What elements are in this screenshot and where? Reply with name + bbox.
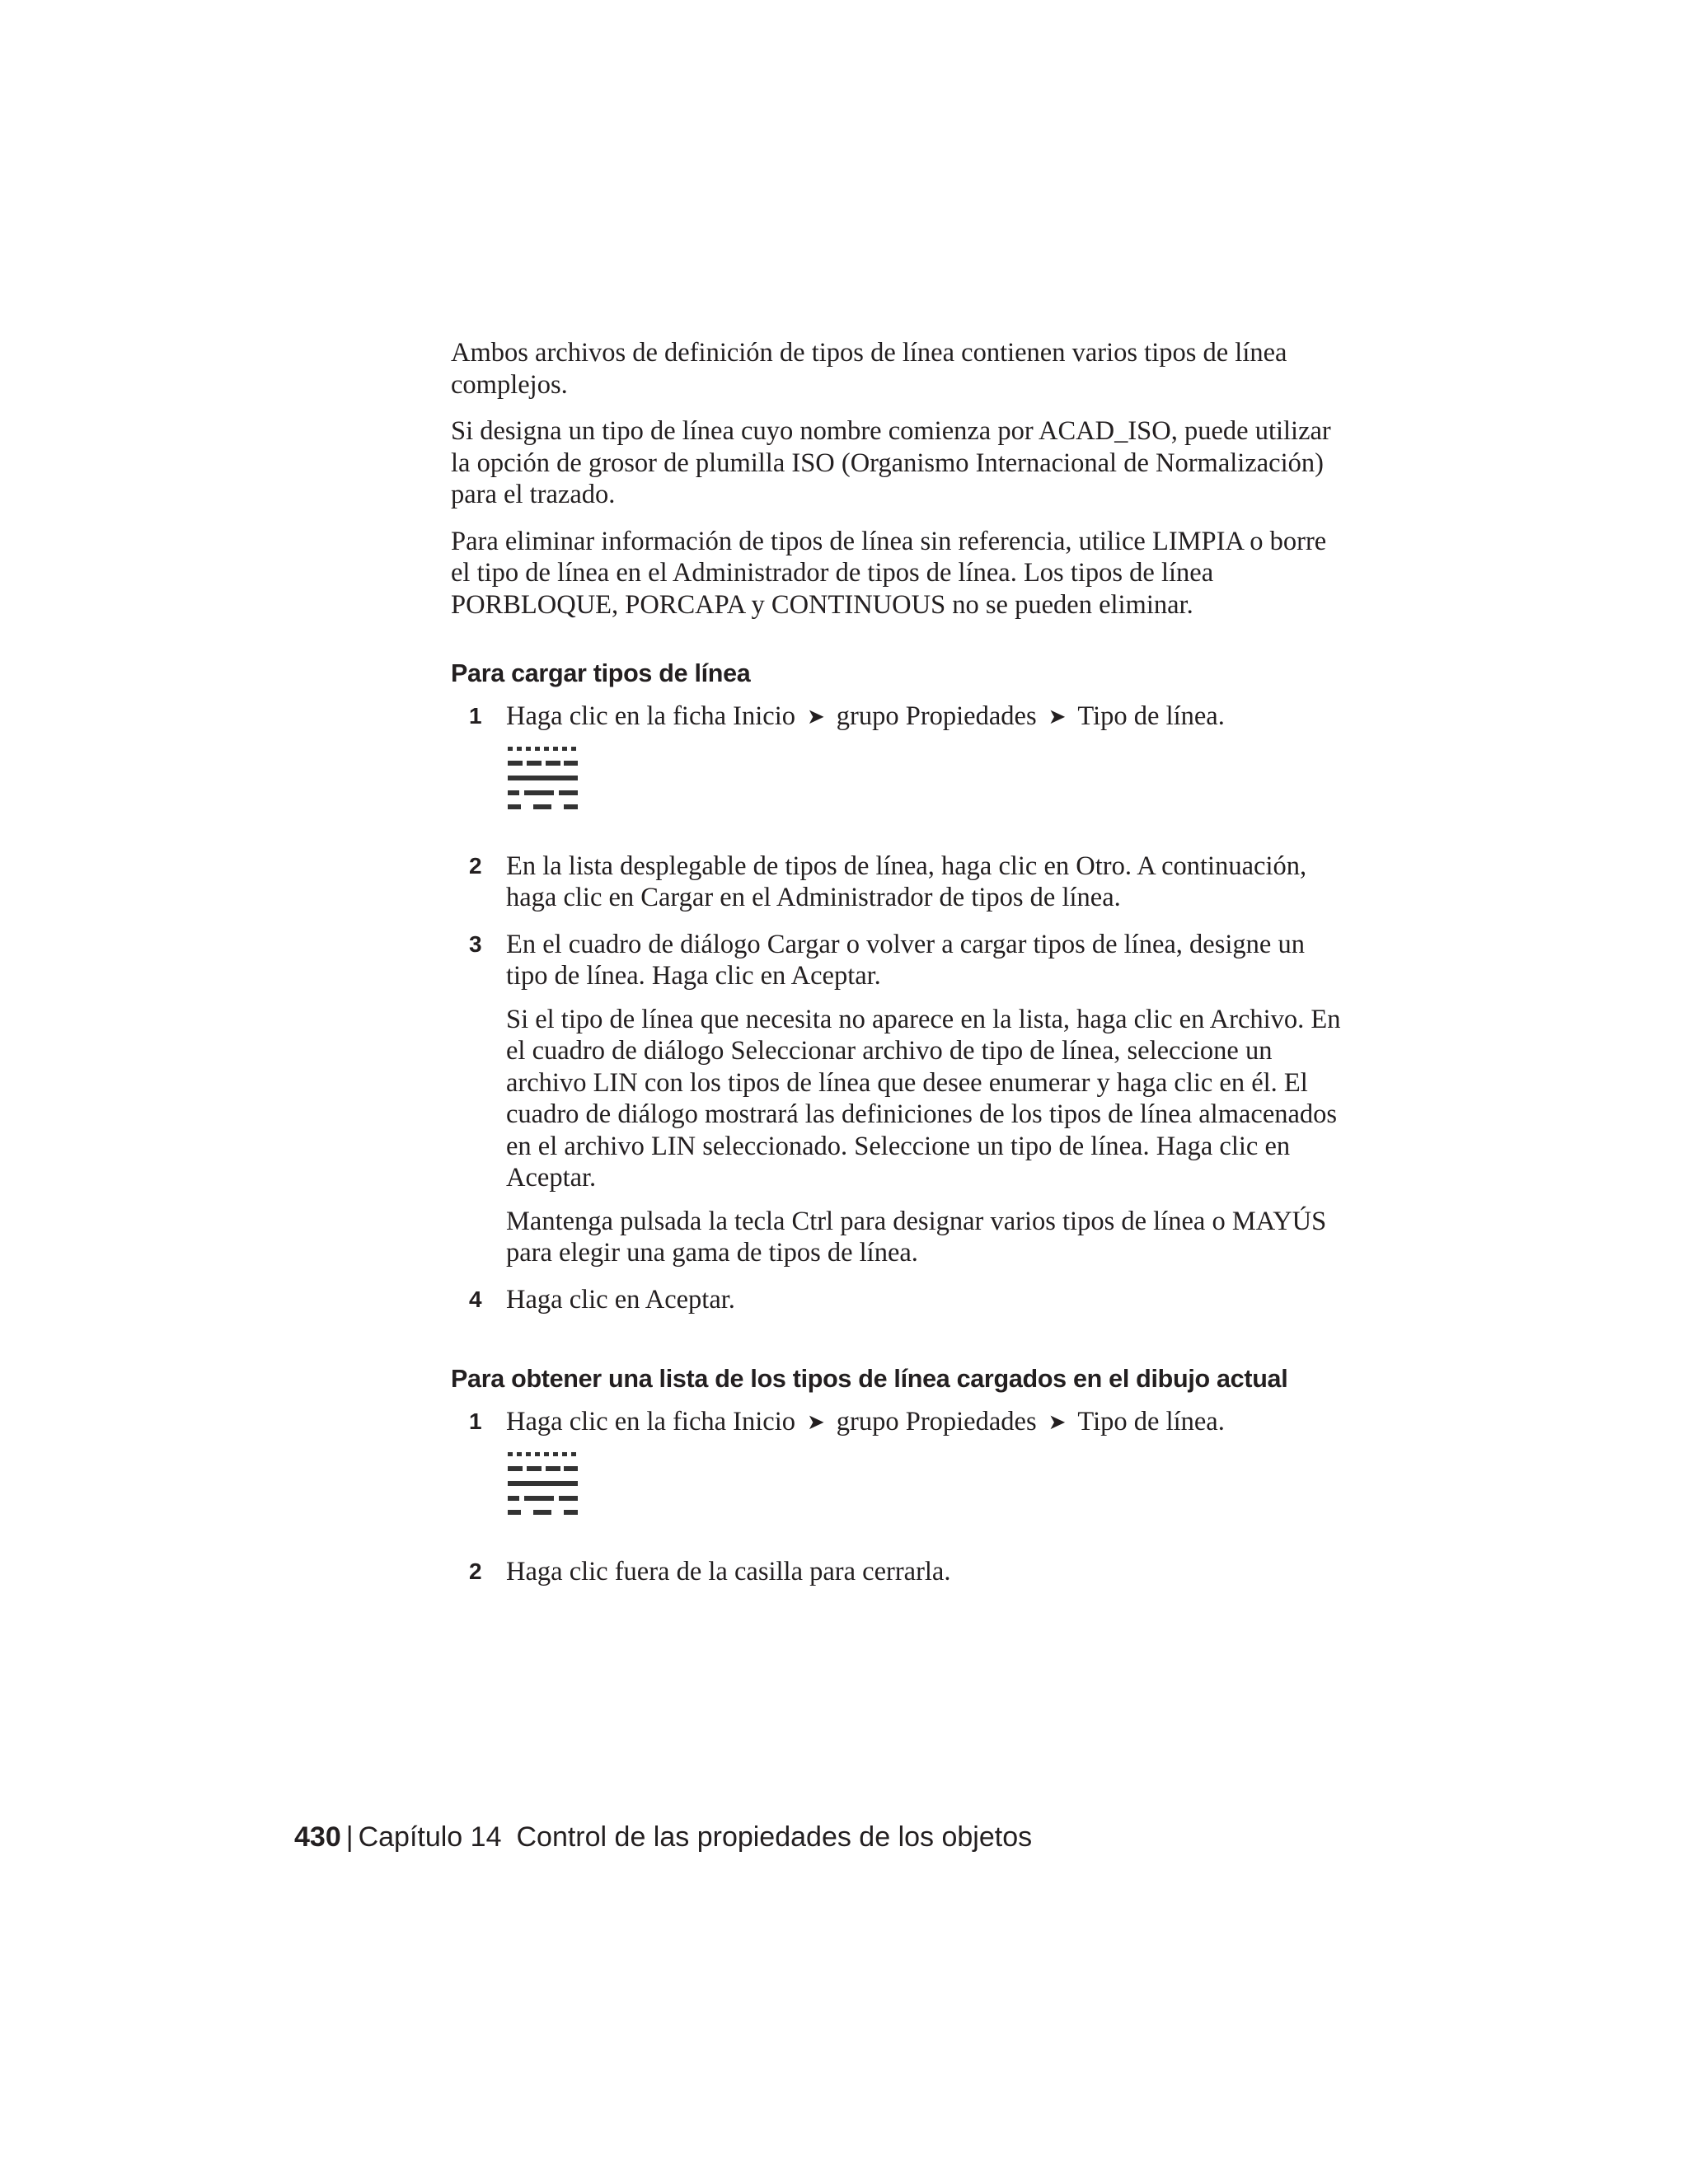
step-note: Mantenga pulsada la tecla Ctrl para designar varios tipos de línea o MAYÚS para elegir una gama de tipos de línea. xyxy=(506,1206,1327,1268)
paragraph: Si designa un tipo de línea cuyo nombre comienza por ACAD_ISO, puede utilizar la opción de grosor de plumilla ISO (Organismo Internacional de Normalización) para el trazado. xyxy=(451,416,1331,509)
chapter-label: Capítulo 14 xyxy=(358,1821,502,1853)
step-body xyxy=(506,1406,1341,1541)
step-note: Si el tipo de línea que necesita no aparece en la lista, haga clic en Archivo. En el cuadro de diálogo Seleccionar archivo de tipo de línea, seleccione un archivo LIN con los tipos de línea que desee enumerar y haga clic en él. El cuadro de diálogo mostrará las definiciones de los tipos de línea almacenados en el archivo LIN seleccionado. Seleccione un tipo de línea. Haga clic en Aceptar. xyxy=(506,1004,1341,1193)
step-text: Haga clic en Aceptar. xyxy=(506,1284,735,1315)
page-content xyxy=(451,337,1341,1602)
chapter-title: Control de las propiedades de los objetos xyxy=(516,1821,1033,1853)
section-heading: Para cargar tipos de línea xyxy=(451,659,751,687)
step-body xyxy=(506,851,1341,914)
step-item xyxy=(451,1556,1341,1588)
path-part: grupo Propiedades xyxy=(836,1407,1037,1436)
step-body xyxy=(506,929,1341,1269)
step-number: 2 xyxy=(469,1558,482,1584)
step-item xyxy=(451,701,1341,836)
step-number: 1 xyxy=(469,703,482,729)
step-number: 2 xyxy=(469,852,482,879)
step-path xyxy=(506,701,1341,733)
paragraph: Ambos archivos de definición de tipos de línea contienen varios tipos de línea complejos. xyxy=(451,338,1287,400)
path-part: grupo Propiedades xyxy=(836,701,1037,731)
path-part: Haga clic en la ficha Inicio xyxy=(506,1407,795,1436)
step-number: 4 xyxy=(469,1286,482,1312)
step-body xyxy=(506,701,1341,836)
path-part: Tipo de línea. xyxy=(1077,701,1225,731)
step-item xyxy=(451,929,1341,1269)
page-footer xyxy=(294,1821,1032,1854)
arrow-right-icon: ➤ xyxy=(807,1410,825,1434)
section-heading: Para obtener una lista de los tipos de línea cargados en el dibujo actual xyxy=(451,1365,1288,1393)
arrow-right-icon: ➤ xyxy=(807,705,825,729)
step-body xyxy=(506,1284,1341,1316)
step-path xyxy=(506,1406,1341,1439)
step-item xyxy=(451,851,1341,914)
path-part: Tipo de línea. xyxy=(1077,1407,1225,1436)
step-item xyxy=(451,1284,1341,1316)
step-number: 1 xyxy=(469,1408,482,1434)
path-part: Haga clic en la ficha Inicio xyxy=(506,701,795,731)
step-body xyxy=(506,1556,1341,1588)
step-text: En la lista desplegable de tipos de línea, haga clic en Otro. A continuación, haga clic en Cargar en el Administrador de tipos de línea. xyxy=(506,851,1307,912)
arrow-right-icon: ➤ xyxy=(1048,1410,1067,1434)
linetype-icon xyxy=(506,1451,580,1516)
arrow-right-icon: ➤ xyxy=(1048,705,1067,729)
step-text: En el cuadro de diálogo Cargar o volver a cargar tipos de línea, designe un tipo de línea. Haga clic en Aceptar. xyxy=(506,929,1305,991)
step-number: 3 xyxy=(469,930,482,957)
footer-separator: | xyxy=(345,1821,354,1853)
paragraph: Para eliminar información de tipos de línea sin referencia, utilice LIMPIA o borre el tipo de línea en el Administrador de tipos de línea. Los tipos de línea PORBLOQUE, PORCAPA y CONTINUOUS no se pueden eliminar. xyxy=(451,526,1327,620)
page-number: 430 xyxy=(294,1821,341,1853)
step-item xyxy=(451,1406,1341,1541)
linetype-icon xyxy=(506,745,580,811)
step-text: Haga clic fuera de la casilla para cerrarla. xyxy=(506,1556,951,1586)
